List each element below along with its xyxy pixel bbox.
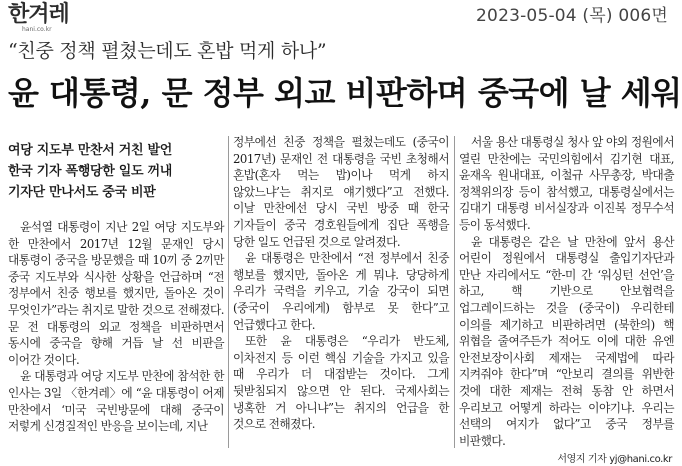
- article-subheads: [8, 140, 224, 203]
- article-headline: 윤 대통령, 문 정부 외교 비판하며 중국에 날 세워: [8, 74, 682, 112]
- masthead: [0, 0, 680, 40]
- page-dateline: 2023-05-04 (목) 006면: [476, 6, 668, 26]
- newspaper-url: hani.co.kr: [22, 26, 52, 33]
- subhead-line: 여당 지도부 만찬서 거친 발언: [8, 143, 172, 158]
- newspaper-logo: 한겨레: [8, 2, 69, 27]
- body-paragraph: 윤 대통령은 만찬에서 “전 정부에서 친중 행보를 했지만, 돌아온 게 뭐냐. 당당하게 우리가 국력을 키우고, 기술 강국이 되면 (중국이 우리에게) 함부로 못 한다”고 언급했다고 한다.: [233, 251, 449, 332]
- body-paragraph: 정부에선 친중 정책을 펼쳤는데도 (중국이 2017년) 문재인 전 대통령을 국빈 초청해서 혼밥(혼자 먹는 밥)이나 먹게 하지 않았느냐’는 취지로 얘기했다”고 전했다. 이날 만찬에선 당시 국빈 방중 때 한국 기자들이 중국 경호원들에게 집단 폭행을 당한 일도 언급된 것으로 알려졌다.: [233, 135, 449, 249]
- article-body: [0, 126, 680, 466]
- article-column-1: [8, 140, 224, 458]
- body-paragraph: 윤 대통령은 같은 날 만찬에 앞서 용산 어린이 정원에서 대통령실 출입기자단과 만난 자리에서도 “한-미 간 ‘워싱턴 선언’을 하고, 핵 기반으로 안보협력을 업그레이드하는 것을 (중국이) 우리한테 이의를 제기하고 비판하려면 (북한의) 핵 위협을 줄여주든가 적어도 이에 대한 유엔 안전보장이사회 제재는 국제법에 따라 지켜줘야 한다”며 “안보리 결의를 위반한 것에 대한 제재는 전혀 동참 안 하면서 우리보고 어떻게 하라는 이야기냐. 우리는 선택의 여지가 없다”고 중국 정부를 비판했다.: [459, 234, 674, 448]
- subhead-line: 한국 기자 폭행당한 일도 꺼내: [8, 164, 172, 179]
- body-paragraph: 서울 용산 대통령실 청사 앞 야외 정원에서 열린 만찬에는 국민의힘에서 김기현 대표, 윤재옥 원내대표, 이철규 사무총장, 박대출 정책위의장 등이 참석했고, 대통령실에서는 김대기 대통령 비서실장과 이진복 정무수석 등이 동석했다.: [459, 135, 674, 232]
- body-paragraph: 또한 윤 대통령은 “우리가 반도체, 이차전지 등 이런 핵심 기술을 가지고 있을 때 우리가 더 대접받는 것이다. 그게 뒷받침되지 않으면 안 된다. 국제사회는 냉혹한 거 아니냐”는 취지의 언급을 한 것으로 전해졌다.: [233, 334, 449, 432]
- body-paragraph: 윤 대통령과 여당 지도부 만찬에 참석한 한 인사는 3일 〈한겨레〉에 “윤 대통령이 어제 만찬에서 ‘미국 국빈방문에 대해 중국이 저렇게 신경질적인 반응을 보이는데, 지난: [8, 369, 224, 434]
- article-column-2: [233, 134, 449, 458]
- body-paragraph: 윤석열 대통령이 지난 2일 여당 지도부와 한 만찬에서 2017년 12월 문재인 당시 대통령이 중국을 방문했을 때 10끼 중 2끼만 중국 지도부와 식사한 상황을 언급하며 “전 정부에서 친중 행보를 했지만, 돌아온 것이 무엇인가”라는 취지로 말한 것으로 전해졌다. 문 전 대통령의 외교 정책을 비판하면서 동시에 중국을 향해 거듭 날 선 비판을 이어간 것이다.: [8, 220, 224, 367]
- article-column-3: [459, 134, 674, 466]
- subhead-line: 기자단 만나서도 중국 비판: [8, 185, 156, 200]
- reporter-byline: 서영지 기자 yj@hani.co.kr: [557, 454, 672, 466]
- article-kicker-quote: “친중 정책 펼쳤는데도 혼밥 먹게 하나”: [8, 40, 327, 62]
